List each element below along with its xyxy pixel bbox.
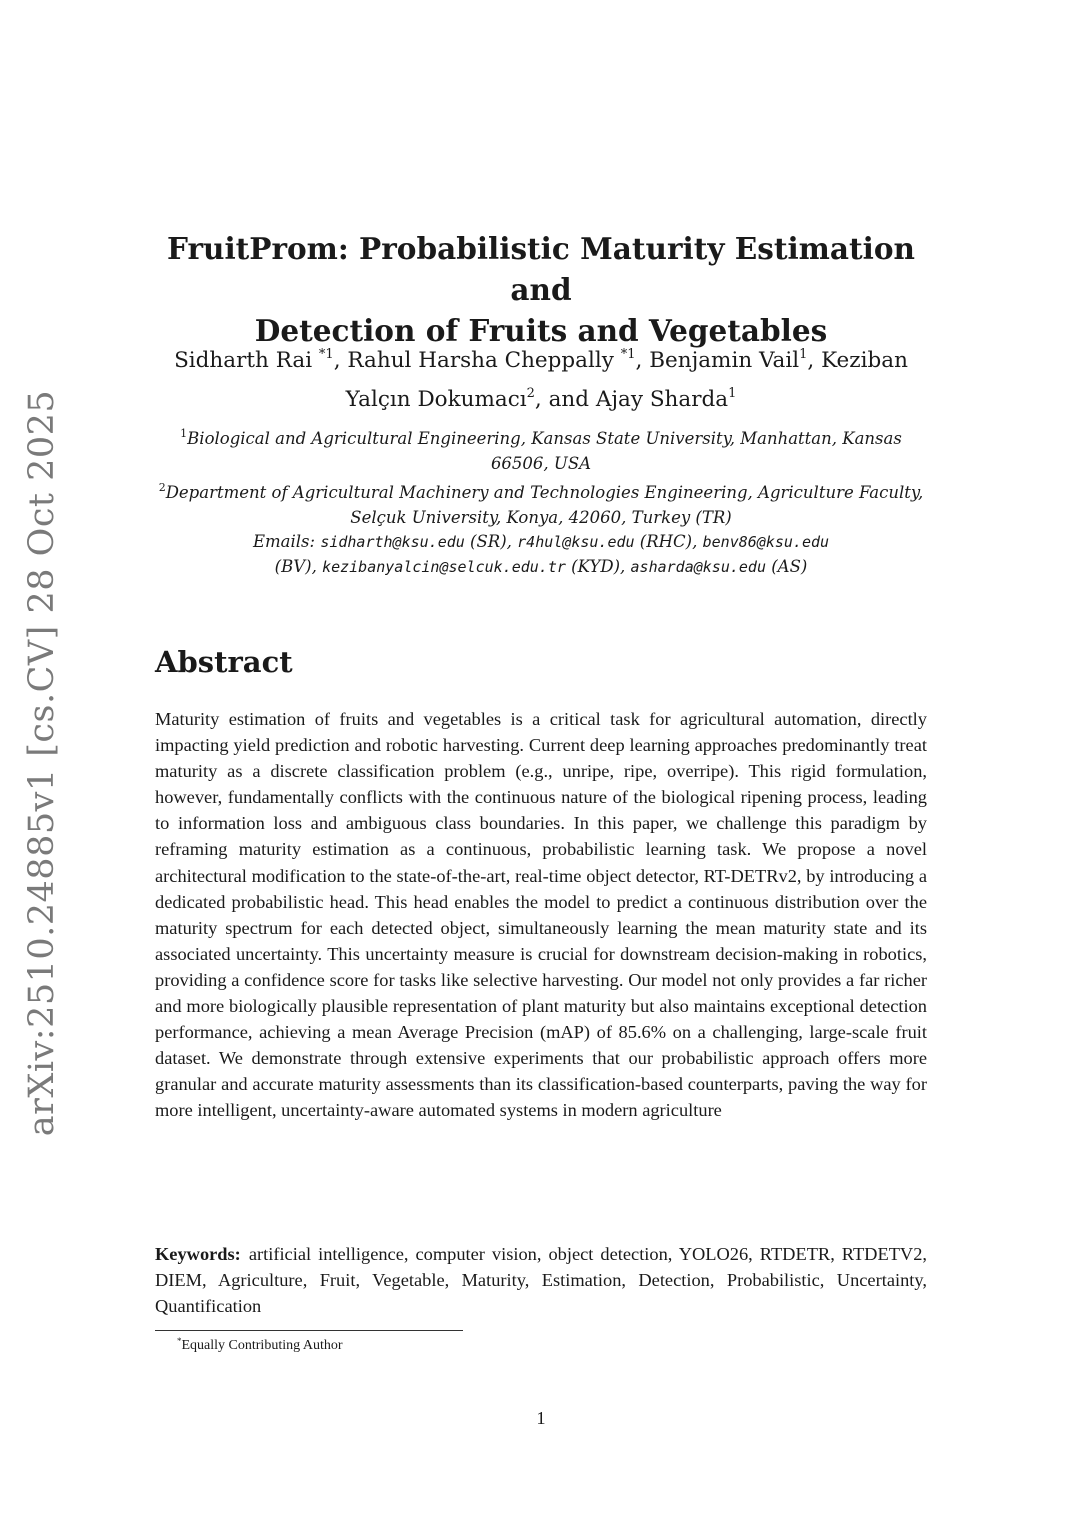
author-marker: 1 — [728, 386, 737, 401]
emails-line-2 — [155, 555, 927, 580]
affiliation-marker: 1 — [180, 427, 188, 440]
email-tag: (SR), — [464, 532, 518, 551]
email-tag: (KYD), — [565, 556, 631, 576]
author-line-1 — [155, 338, 927, 377]
email-tag: (AS) — [766, 556, 808, 576]
author-marker: *1 — [318, 347, 334, 362]
author-name: , Rahul Harsha Cheppally — [333, 348, 621, 373]
author-name: , Keziban — [807, 348, 908, 373]
affiliations — [155, 422, 927, 579]
author-name: Sidharth Rai — [174, 348, 319, 373]
affiliation-2-line-1 — [155, 476, 927, 506]
keywords-paragraph — [155, 1241, 927, 1319]
affiliation-1-line-1 — [155, 422, 927, 452]
author-marker: *1 — [620, 347, 636, 362]
affiliation-2-line-2: Selçuk University, Konya, 42060, Turkey (TR) — [350, 507, 732, 527]
footnote-divider — [155, 1330, 463, 1331]
email-link-bv[interactable]: benv86@ksu.edu — [702, 533, 830, 551]
affiliation-marker: 2 — [158, 481, 166, 494]
email-tag: (RHC), — [634, 532, 703, 551]
author-line-2 — [155, 377, 927, 416]
emails-line-1 — [155, 530, 927, 555]
affiliation-1-line-2: 66506, USA — [490, 453, 592, 473]
email-link-rhc[interactable]: r4hul@ksu.edu — [517, 533, 635, 551]
author-name: , and Ajay Sharda — [534, 387, 729, 412]
paper-title — [155, 228, 927, 351]
page-number: 1 — [536, 1408, 546, 1428]
email-link-sr[interactable]: sidharth@ksu.edu — [320, 533, 465, 551]
abstract-heading: Abstract — [155, 645, 293, 679]
arxiv-side-stamp — [12, 389, 72, 1137]
footnote — [177, 1336, 343, 1354]
affiliation-text: Biological and Agricultural Engineering, Kansas State University, Manhattan, Kansas — [187, 429, 902, 448]
email-tag: (BV), — [274, 556, 323, 576]
arxiv-identifier: arXiv:2510.24885v1 [cs.CV] 28 Oct 2025 — [22, 389, 63, 1137]
author-marker: 2 — [526, 386, 535, 401]
author-list — [155, 338, 927, 416]
email-link-kyd[interactable]: kezibanyalcin@selcuk.edu.tr — [322, 557, 566, 576]
title-line-1: FruitProm: Probabilistic Maturity Estimation and — [167, 231, 915, 307]
abstract-body: Maturity estimation of fruits and vegetables is a critical task for agricultural automation, directly impacting yield prediction and robotic harvesting. Current deep learning approaches predominantly treat maturity as a discrete classification problem (e.g., unripe, ripe, overripe). This rigid formulation, however, fundamentally conflicts with the continuous nature of the biological ripening process, leading to information loss and ambiguous class boundaries. In this paper, we challenge this paradigm by reframing maturity estimation as a continuous, probabilistic learning task. We propose a novel architectural modification to the state-of-the-art, real-time object detector, RT-DETRv2, by introducing a dedicated probabilistic head. This head enables the model to predict a continuous distribution over the maturity spectrum for each detected object, simultaneously learning the mean maturity state and its associated uncertainty. This uncertainty measure is crucial for downstream decision-making in robotics, providing a confidence score for tasks like selective harvesting. Our model not only provides a far richer and more biologically plausible representation of plant maturity but also maintains exceptional detection performance, achieving a mean Average Precision (mAP) of 85.6% on a challenging, large-scale fruit dataset. We demonstrate through extensive experiments that our probabilistic approach offers more granular and accurate maturity assessments than its classification-based counterparts, paving the way for more intelligent, uncertainty-aware automated systems in modern agriculture — [155, 709, 927, 1121]
affiliation-text: Department of Agricultural Machinery and Technologies Engineering, Agriculture Faculty, — [165, 483, 924, 502]
email-link-as[interactable]: asharda@ksu.edu — [630, 557, 766, 576]
author-marker: 1 — [799, 347, 808, 362]
footnote-text: Equally Contributing Author — [181, 1338, 343, 1353]
author-name: , Benjamin Vail — [635, 348, 800, 373]
keywords-label: Keywords: — [155, 1244, 241, 1264]
keywords-text: artificial intelligence, computer vision, object detection, YOLO26, RTDETR, RTDETV2, DIEM, Agriculture, Fruit, Vegetable, Maturity, Estimation, Detection, Probabilistic, Uncertainty, Quantification — [155, 1244, 927, 1317]
author-name: Yalçın Dokumacı — [345, 387, 527, 412]
footnote-marker: * — [177, 1336, 182, 1346]
title-line-2: Detection of Fruits and Vegetables — [254, 313, 828, 348]
emails-label: Emails: — [252, 532, 321, 551]
